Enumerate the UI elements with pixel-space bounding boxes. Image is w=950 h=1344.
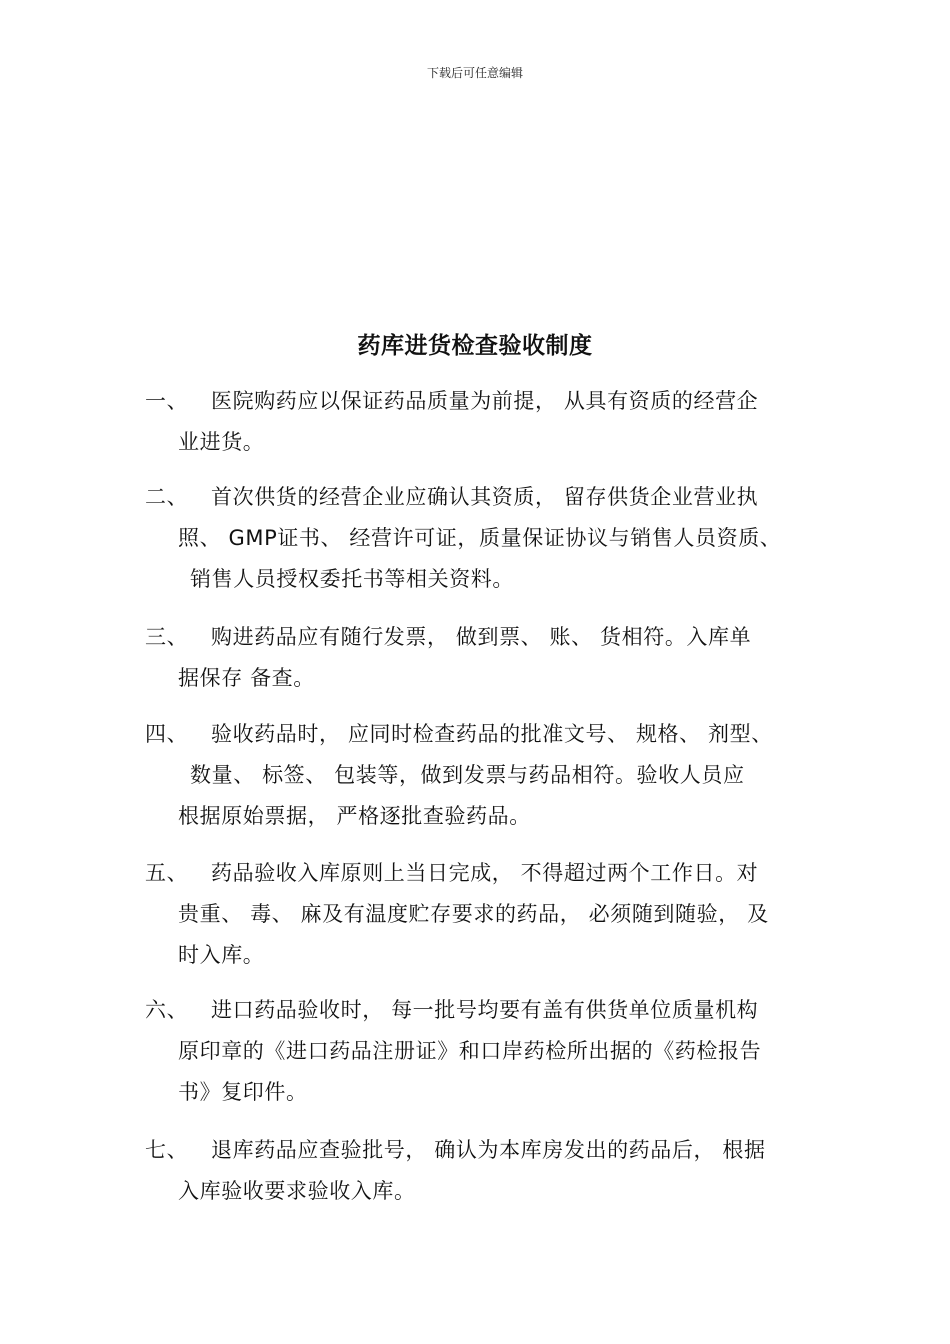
- clause-number: 二、: [145, 485, 189, 509]
- document-title: 药库进货检查验收制度: [357, 333, 593, 359]
- clause-text: 根据原始票据， 严格逐批查验药品。: [178, 804, 531, 828]
- clause-1: [145, 381, 825, 463]
- clause-text: 书》复印件。: [178, 1080, 308, 1104]
- clause-text: 贵重、 毒、 麻及有温度贮存要求的药品， 必须随到随验， 及: [178, 902, 769, 926]
- clause-number: 六、: [145, 998, 189, 1022]
- clause-number: 三、: [145, 625, 189, 649]
- clause-line: [145, 935, 825, 976]
- clause-line: [145, 755, 825, 796]
- clause-number: 一、: [145, 389, 189, 413]
- clause-number: 五、: [145, 861, 189, 885]
- clause-4: [145, 714, 825, 837]
- clause-text: 入库验收要求验收入库。: [178, 1179, 416, 1203]
- clause-text: 时入库。: [178, 943, 265, 967]
- clause-line: [145, 658, 825, 699]
- clause-line: [145, 1072, 825, 1113]
- clause-7: [145, 1130, 825, 1212]
- clause-5: [145, 853, 825, 976]
- clause-text: 购进药品应有随行发票， 做到票、 账、 货相符。入库单: [211, 625, 752, 649]
- clause-6: [145, 990, 825, 1113]
- clause-line: [145, 617, 825, 658]
- clause-number: 七、: [145, 1138, 189, 1162]
- clause-line: [145, 714, 825, 755]
- clause-line: [145, 1130, 825, 1171]
- clause-3: [145, 617, 825, 699]
- clause-line: [145, 1171, 825, 1212]
- clause-text: 数量、 标签、 包装等，做到发票与药品相符。验收人员应: [190, 763, 745, 787]
- clause-2: [145, 477, 825, 600]
- clause-text: 原印章的《进口药品注册证》和口岸药检所出据的《药检报告: [178, 1039, 762, 1063]
- clause-line: [145, 477, 825, 518]
- clause-line: [145, 422, 825, 463]
- clause-text: 验收药品时， 应同时检查药品的批准文号、 规格、 剂型、: [211, 722, 773, 746]
- clause-text: 据保存 备查。: [178, 666, 315, 690]
- clause-line: [145, 381, 825, 422]
- page-header: 下载后可任意编辑: [426, 66, 523, 80]
- clause-line: [145, 796, 825, 837]
- clause-text: 进口药品验收时， 每一批号均要有盖有供货单位质量机构: [211, 998, 759, 1022]
- clause-text: 销售人员授权委托书等相关资料。: [190, 567, 514, 591]
- clause-line: [145, 518, 825, 559]
- clause-number: 四、: [145, 722, 189, 746]
- clause-text: 照、 GMP证书、 经营许可证，质量保证协议与销售人员资质、: [178, 526, 782, 550]
- clause-line: [145, 1031, 825, 1072]
- clause-text: 药品验收入库原则上当日完成， 不得超过两个工作日。对: [211, 861, 759, 885]
- clause-text: 退库药品应查验批号， 确认为本库房发出的药品后， 根据: [211, 1138, 766, 1162]
- clause-line: [145, 559, 825, 600]
- clause-text: 医院购药应以保证药品质量为前提， 从具有资质的经营企: [211, 389, 759, 413]
- clause-line: [145, 894, 825, 935]
- clause-text: 业进货。: [178, 430, 265, 454]
- clause-line: [145, 853, 825, 894]
- clause-line: [145, 990, 825, 1031]
- clause-text: 首次供货的经营企业应确认其资质， 留存供货企业营业执: [211, 485, 759, 509]
